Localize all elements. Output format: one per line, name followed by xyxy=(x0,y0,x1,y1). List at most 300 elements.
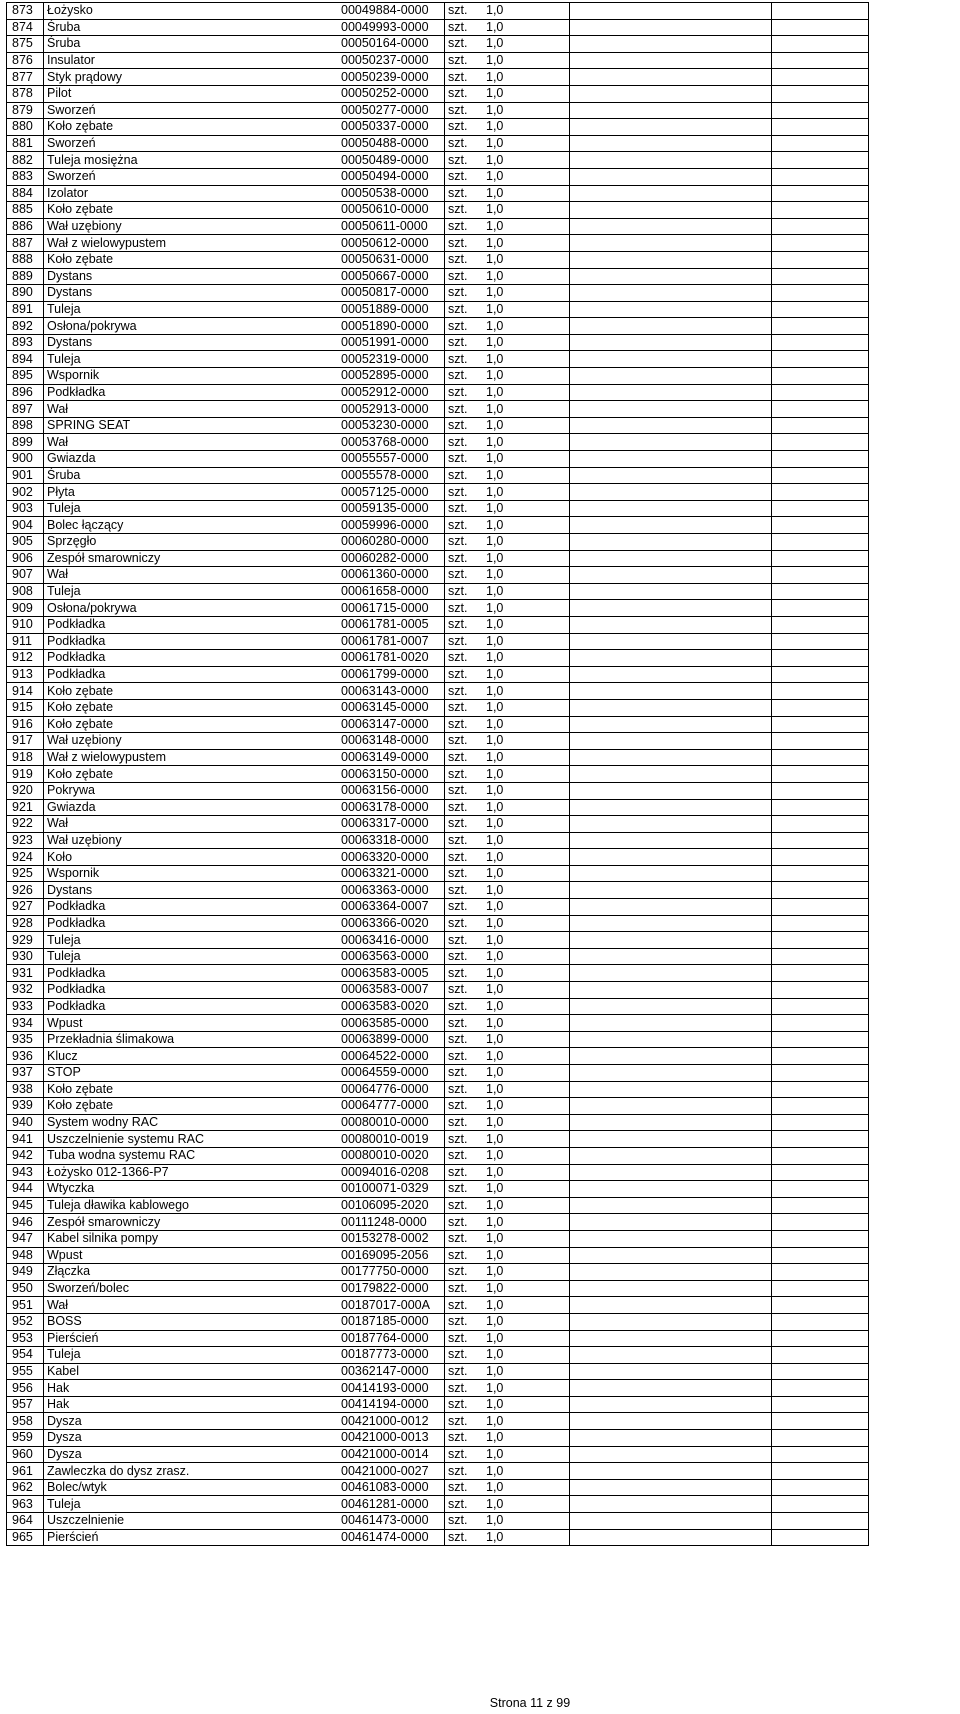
row-number-cell: 958 xyxy=(7,1413,44,1430)
part-code-cell: 00050610-0000 xyxy=(338,202,445,219)
unit-cell: szt. xyxy=(445,865,484,882)
table-row xyxy=(7,3,869,20)
empty-cell xyxy=(772,1114,869,1131)
quantity-cell: 1,0 xyxy=(483,832,570,849)
part-name-cell: Dystans xyxy=(44,334,339,351)
empty-cell xyxy=(570,683,772,700)
part-name-cell: Śruba xyxy=(44,36,339,53)
row-number-cell: 892 xyxy=(7,318,44,335)
quantity-cell: 1,0 xyxy=(483,1380,570,1397)
unit-cell: szt. xyxy=(445,699,484,716)
row-number-cell: 951 xyxy=(7,1297,44,1314)
empty-cell xyxy=(570,1430,772,1447)
row-number-cell: 901 xyxy=(7,467,44,484)
part-name-cell: Tuleja xyxy=(44,948,339,965)
part-name-cell: Koło zębate xyxy=(44,119,339,136)
part-name-cell: SPRING SEAT xyxy=(44,417,339,434)
table-row xyxy=(7,301,869,318)
part-code-cell: 00063145-0000 xyxy=(338,699,445,716)
part-code-cell: 00050667-0000 xyxy=(338,268,445,285)
part-code-cell: 00111248-0000 xyxy=(338,1214,445,1231)
part-name-cell: Izolator xyxy=(44,185,339,202)
row-number-cell: 954 xyxy=(7,1347,44,1364)
empty-cell xyxy=(772,899,869,916)
empty-cell xyxy=(570,1380,772,1397)
row-number-cell: 949 xyxy=(7,1264,44,1281)
empty-cell xyxy=(772,1297,869,1314)
unit-cell: szt. xyxy=(445,500,484,517)
quantity-cell: 1,0 xyxy=(483,633,570,650)
empty-cell xyxy=(570,616,772,633)
quantity-cell: 1,0 xyxy=(483,799,570,816)
table-row xyxy=(7,733,869,750)
unit-cell: szt. xyxy=(445,1313,484,1330)
part-code-cell: 00049993-0000 xyxy=(338,19,445,36)
table-row xyxy=(7,1380,869,1397)
empty-cell xyxy=(570,251,772,268)
row-number-cell: 937 xyxy=(7,1065,44,1082)
table-row xyxy=(7,1164,869,1181)
unit-cell: szt. xyxy=(445,1430,484,1447)
empty-cell xyxy=(772,1446,869,1463)
quantity-cell: 1,0 xyxy=(483,185,570,202)
part-code-cell: 00187773-0000 xyxy=(338,1347,445,1364)
empty-cell xyxy=(570,567,772,584)
page-number: Strona 11 z 99 xyxy=(489,1696,571,1710)
unit-cell: szt. xyxy=(445,318,484,335)
part-name-cell: Dysza xyxy=(44,1446,339,1463)
empty-cell xyxy=(570,816,772,833)
empty-cell xyxy=(772,434,869,451)
part-name-cell: Sworzeń xyxy=(44,102,339,119)
table-row xyxy=(7,1131,869,1148)
unit-cell: szt. xyxy=(445,218,484,235)
row-number-cell: 918 xyxy=(7,749,44,766)
row-number-cell: 876 xyxy=(7,52,44,69)
table-row xyxy=(7,1247,869,1264)
part-name-cell: Pierścień xyxy=(44,1330,339,1347)
row-number-cell: 910 xyxy=(7,616,44,633)
empty-cell xyxy=(772,119,869,136)
table-row xyxy=(7,1396,869,1413)
empty-cell xyxy=(570,733,772,750)
row-number-cell: 939 xyxy=(7,1098,44,1115)
part-name-cell: Dysza xyxy=(44,1430,339,1447)
unit-cell: szt. xyxy=(445,1214,484,1231)
part-name-cell: Osłona/pokrywa xyxy=(44,318,339,335)
quantity-cell: 1,0 xyxy=(483,1164,570,1181)
empty-cell xyxy=(570,318,772,335)
empty-cell xyxy=(772,965,869,982)
quantity-cell: 1,0 xyxy=(483,1330,570,1347)
empty-cell xyxy=(570,1214,772,1231)
unit-cell: szt. xyxy=(445,351,484,368)
row-number-cell: 900 xyxy=(7,451,44,468)
empty-cell xyxy=(570,69,772,86)
unit-cell: szt. xyxy=(445,85,484,102)
part-name-cell: Tuba wodna systemu RAC xyxy=(44,1147,339,1164)
part-code-cell: 00063321-0000 xyxy=(338,865,445,882)
quantity-cell: 1,0 xyxy=(483,865,570,882)
empty-cell xyxy=(772,268,869,285)
table-row xyxy=(7,1230,869,1247)
part-name-cell: Sworzeń/bolec xyxy=(44,1280,339,1297)
table-row xyxy=(7,168,869,185)
part-code-cell: 00063318-0000 xyxy=(338,832,445,849)
table-row xyxy=(7,849,869,866)
part-code-cell: 00059996-0000 xyxy=(338,517,445,534)
table-row xyxy=(7,451,869,468)
table-row xyxy=(7,1114,869,1131)
quantity-cell: 1,0 xyxy=(483,816,570,833)
row-number-cell: 934 xyxy=(7,1015,44,1032)
table-row xyxy=(7,135,869,152)
table-row xyxy=(7,816,869,833)
quantity-cell: 1,0 xyxy=(483,202,570,219)
quantity-cell: 1,0 xyxy=(483,1446,570,1463)
part-name-cell: Przekładnia ślimakowa xyxy=(44,1031,339,1048)
unit-cell: szt. xyxy=(445,1048,484,1065)
empty-cell xyxy=(570,351,772,368)
table-row xyxy=(7,69,869,86)
part-code-cell: 00050239-0000 xyxy=(338,69,445,86)
table-row xyxy=(7,948,869,965)
row-number-cell: 913 xyxy=(7,666,44,683)
part-code-cell: 00050277-0000 xyxy=(338,102,445,119)
unit-cell: szt. xyxy=(445,152,484,169)
empty-cell xyxy=(570,1264,772,1281)
table-row xyxy=(7,1496,869,1513)
row-number-cell: 931 xyxy=(7,965,44,982)
table-row xyxy=(7,368,869,385)
part-code-cell: 00080010-0020 xyxy=(338,1147,445,1164)
empty-cell xyxy=(772,467,869,484)
empty-cell xyxy=(772,1048,869,1065)
empty-cell xyxy=(772,782,869,799)
unit-cell: szt. xyxy=(445,899,484,916)
table-row xyxy=(7,1330,869,1347)
empty-cell xyxy=(772,1164,869,1181)
quantity-cell: 1,0 xyxy=(483,1098,570,1115)
quantity-cell: 1,0 xyxy=(483,982,570,999)
empty-cell xyxy=(772,334,869,351)
unit-cell: szt. xyxy=(445,334,484,351)
empty-cell xyxy=(772,368,869,385)
part-code-cell: 00061799-0000 xyxy=(338,666,445,683)
quantity-cell: 1,0 xyxy=(483,948,570,965)
part-name-cell: Wpust xyxy=(44,1015,339,1032)
part-name-cell: System wodny RAC xyxy=(44,1114,339,1131)
quantity-cell: 1,0 xyxy=(483,218,570,235)
part-name-cell: Łożysko xyxy=(44,3,339,20)
row-number-cell: 894 xyxy=(7,351,44,368)
table-row xyxy=(7,567,869,584)
part-name-cell: Podkładka xyxy=(44,982,339,999)
row-number-cell: 964 xyxy=(7,1513,44,1530)
part-code-cell: 00063366-0020 xyxy=(338,915,445,932)
row-number-cell: 906 xyxy=(7,550,44,567)
row-number-cell: 882 xyxy=(7,152,44,169)
part-code-cell: 00061781-0005 xyxy=(338,616,445,633)
empty-cell xyxy=(570,1297,772,1314)
table-row xyxy=(7,1513,869,1530)
row-number-cell: 944 xyxy=(7,1181,44,1198)
table-row xyxy=(7,1479,869,1496)
table-row xyxy=(7,152,869,169)
part-name-cell: Gwiazda xyxy=(44,451,339,468)
empty-cell xyxy=(570,19,772,36)
quantity-cell: 1,0 xyxy=(483,849,570,866)
quantity-cell: 1,0 xyxy=(483,1031,570,1048)
table-row xyxy=(7,1197,869,1214)
part-name-cell: Tuleja xyxy=(44,583,339,600)
empty-cell xyxy=(772,1463,869,1480)
part-name-cell: Podkładka xyxy=(44,998,339,1015)
part-name-cell: Uszczelnienie systemu RAC xyxy=(44,1131,339,1148)
table-row xyxy=(7,218,869,235)
empty-cell xyxy=(570,899,772,916)
unit-cell: szt. xyxy=(445,102,484,119)
row-number-cell: 911 xyxy=(7,633,44,650)
part-name-cell: Wał z wielowypustem xyxy=(44,235,339,252)
quantity-cell: 1,0 xyxy=(483,1081,570,1098)
quantity-cell: 1,0 xyxy=(483,434,570,451)
unit-cell: szt. xyxy=(445,1098,484,1115)
empty-cell xyxy=(772,716,869,733)
empty-cell xyxy=(570,1363,772,1380)
empty-cell xyxy=(570,666,772,683)
part-code-cell: 00421000-0014 xyxy=(338,1446,445,1463)
empty-cell xyxy=(772,185,869,202)
table-row xyxy=(7,882,869,899)
quantity-cell: 1,0 xyxy=(483,285,570,302)
empty-cell xyxy=(570,517,772,534)
row-number-cell: 936 xyxy=(7,1048,44,1065)
empty-cell xyxy=(772,1131,869,1148)
unit-cell: szt. xyxy=(445,301,484,318)
unit-cell: szt. xyxy=(445,268,484,285)
part-code-cell: 00064776-0000 xyxy=(338,1081,445,1098)
table-row xyxy=(7,1147,869,1164)
unit-cell: szt. xyxy=(445,1131,484,1148)
empty-cell xyxy=(772,799,869,816)
quantity-cell: 1,0 xyxy=(483,152,570,169)
table-row xyxy=(7,832,869,849)
quantity-cell: 1,0 xyxy=(483,1280,570,1297)
empty-cell xyxy=(772,1147,869,1164)
quantity-cell: 1,0 xyxy=(483,235,570,252)
empty-cell xyxy=(570,1413,772,1430)
unit-cell: szt. xyxy=(445,683,484,700)
part-code-cell: 00051890-0000 xyxy=(338,318,445,335)
part-code-cell: 00055557-0000 xyxy=(338,451,445,468)
empty-cell xyxy=(570,849,772,866)
part-code-cell: 00055578-0000 xyxy=(338,467,445,484)
part-name-cell: Podkładka xyxy=(44,965,339,982)
unit-cell: szt. xyxy=(445,235,484,252)
part-code-cell: 00050337-0000 xyxy=(338,119,445,136)
quantity-cell: 1,0 xyxy=(483,119,570,136)
quantity-cell: 1,0 xyxy=(483,998,570,1015)
table-row xyxy=(7,633,869,650)
empty-cell xyxy=(772,318,869,335)
empty-cell xyxy=(570,1247,772,1264)
empty-cell xyxy=(772,998,869,1015)
part-name-cell: Śruba xyxy=(44,467,339,484)
row-number-cell: 955 xyxy=(7,1363,44,1380)
row-number-cell: 941 xyxy=(7,1131,44,1148)
part-code-cell: 00063317-0000 xyxy=(338,816,445,833)
unit-cell: szt. xyxy=(445,119,484,136)
unit-cell: szt. xyxy=(445,135,484,152)
quantity-cell: 1,0 xyxy=(483,268,570,285)
part-code-cell: 00063156-0000 xyxy=(338,782,445,799)
table-row xyxy=(7,1313,869,1330)
empty-cell xyxy=(772,616,869,633)
empty-cell xyxy=(772,152,869,169)
empty-cell xyxy=(570,965,772,982)
empty-cell xyxy=(570,1065,772,1082)
empty-cell xyxy=(570,434,772,451)
unit-cell: szt. xyxy=(445,915,484,932)
unit-cell: szt. xyxy=(445,616,484,633)
row-number-cell: 948 xyxy=(7,1247,44,1264)
table-row xyxy=(7,268,869,285)
part-code-cell: 00063143-0000 xyxy=(338,683,445,700)
quantity-cell: 1,0 xyxy=(483,351,570,368)
empty-cell xyxy=(772,666,869,683)
unit-cell: szt. xyxy=(445,1264,484,1281)
unit-cell: szt. xyxy=(445,832,484,849)
empty-cell xyxy=(570,1031,772,1048)
unit-cell: szt. xyxy=(445,882,484,899)
unit-cell: szt. xyxy=(445,52,484,69)
part-code-cell: 00050489-0000 xyxy=(338,152,445,169)
table-row xyxy=(7,1297,869,1314)
unit-cell: szt. xyxy=(445,633,484,650)
quantity-cell: 1,0 xyxy=(483,135,570,152)
unit-cell: szt. xyxy=(445,1164,484,1181)
table-row xyxy=(7,749,869,766)
row-number-cell: 878 xyxy=(7,85,44,102)
part-name-cell: Koło zębate xyxy=(44,202,339,219)
quantity-cell: 1,0 xyxy=(483,766,570,783)
table-row xyxy=(7,583,869,600)
unit-cell: szt. xyxy=(445,36,484,53)
part-name-cell: Podkładka xyxy=(44,666,339,683)
part-code-cell: 00414194-0000 xyxy=(338,1396,445,1413)
empty-cell xyxy=(772,135,869,152)
part-name-cell: Kabel xyxy=(44,1363,339,1380)
empty-cell xyxy=(570,915,772,932)
empty-cell xyxy=(570,550,772,567)
empty-cell xyxy=(570,1280,772,1297)
unit-cell: szt. xyxy=(445,1413,484,1430)
unit-cell: szt. xyxy=(445,1396,484,1413)
part-name-cell: Dystans xyxy=(44,882,339,899)
part-name-cell: Osłona/pokrywa xyxy=(44,600,339,617)
quantity-cell: 1,0 xyxy=(483,1181,570,1198)
row-number-cell: 881 xyxy=(7,135,44,152)
part-name-cell: Wspornik xyxy=(44,865,339,882)
part-code-cell: 00053230-0000 xyxy=(338,417,445,434)
unit-cell: szt. xyxy=(445,583,484,600)
part-name-cell: Wpust xyxy=(44,1247,339,1264)
empty-cell xyxy=(772,932,869,949)
empty-cell xyxy=(570,301,772,318)
empty-cell xyxy=(772,1031,869,1048)
row-number-cell: 956 xyxy=(7,1380,44,1397)
table-row xyxy=(7,683,869,700)
part-name-cell: Zawleczka do dysz zrasz. xyxy=(44,1463,339,1480)
empty-cell xyxy=(772,168,869,185)
row-number-cell: 873 xyxy=(7,3,44,20)
part-code-cell: 00187764-0000 xyxy=(338,1330,445,1347)
empty-cell xyxy=(772,849,869,866)
part-code-cell: 00080010-0019 xyxy=(338,1131,445,1148)
unit-cell: szt. xyxy=(445,1247,484,1264)
unit-cell: szt. xyxy=(445,1031,484,1048)
part-name-cell: Łożysko 012-1366-P7 xyxy=(44,1164,339,1181)
row-number-cell: 898 xyxy=(7,417,44,434)
empty-cell xyxy=(570,982,772,999)
part-code-cell: 00052912-0000 xyxy=(338,384,445,401)
unit-cell: szt. xyxy=(445,749,484,766)
table-row xyxy=(7,235,869,252)
empty-cell xyxy=(772,683,869,700)
quantity-cell: 1,0 xyxy=(483,716,570,733)
unit-cell: szt. xyxy=(445,1479,484,1496)
part-code-cell: 00061360-0000 xyxy=(338,567,445,584)
part-name-cell: Wał xyxy=(44,401,339,418)
table-row xyxy=(7,716,869,733)
empty-cell xyxy=(772,1479,869,1496)
part-code-cell: 00064777-0000 xyxy=(338,1098,445,1115)
row-number-cell: 893 xyxy=(7,334,44,351)
unit-cell: szt. xyxy=(445,451,484,468)
part-name-cell: Wał xyxy=(44,1297,339,1314)
empty-cell xyxy=(570,534,772,551)
empty-cell xyxy=(772,1081,869,1098)
empty-cell xyxy=(772,600,869,617)
part-code-cell: 00187017-000A xyxy=(338,1297,445,1314)
part-code-cell: 00059135-0000 xyxy=(338,500,445,517)
row-number-cell: 907 xyxy=(7,567,44,584)
row-number-cell: 915 xyxy=(7,699,44,716)
part-code-cell: 00461474-0000 xyxy=(338,1529,445,1546)
part-code-cell: 00177750-0000 xyxy=(338,1264,445,1281)
empty-cell xyxy=(570,932,772,949)
quantity-cell: 1,0 xyxy=(483,1529,570,1546)
row-number-cell: 888 xyxy=(7,251,44,268)
empty-cell xyxy=(570,467,772,484)
row-number-cell: 908 xyxy=(7,583,44,600)
quantity-cell: 1,0 xyxy=(483,1247,570,1264)
row-number-cell: 886 xyxy=(7,218,44,235)
part-code-cell: 00063150-0000 xyxy=(338,766,445,783)
table-row xyxy=(7,699,869,716)
empty-cell xyxy=(772,1313,869,1330)
empty-cell xyxy=(772,500,869,517)
part-name-cell: Klucz xyxy=(44,1048,339,1065)
part-name-cell: Płyta xyxy=(44,484,339,501)
quantity-cell: 1,0 xyxy=(483,417,570,434)
empty-cell xyxy=(570,583,772,600)
table-row xyxy=(7,550,869,567)
quantity-cell: 1,0 xyxy=(483,102,570,119)
empty-cell xyxy=(570,202,772,219)
row-number-cell: 927 xyxy=(7,899,44,916)
